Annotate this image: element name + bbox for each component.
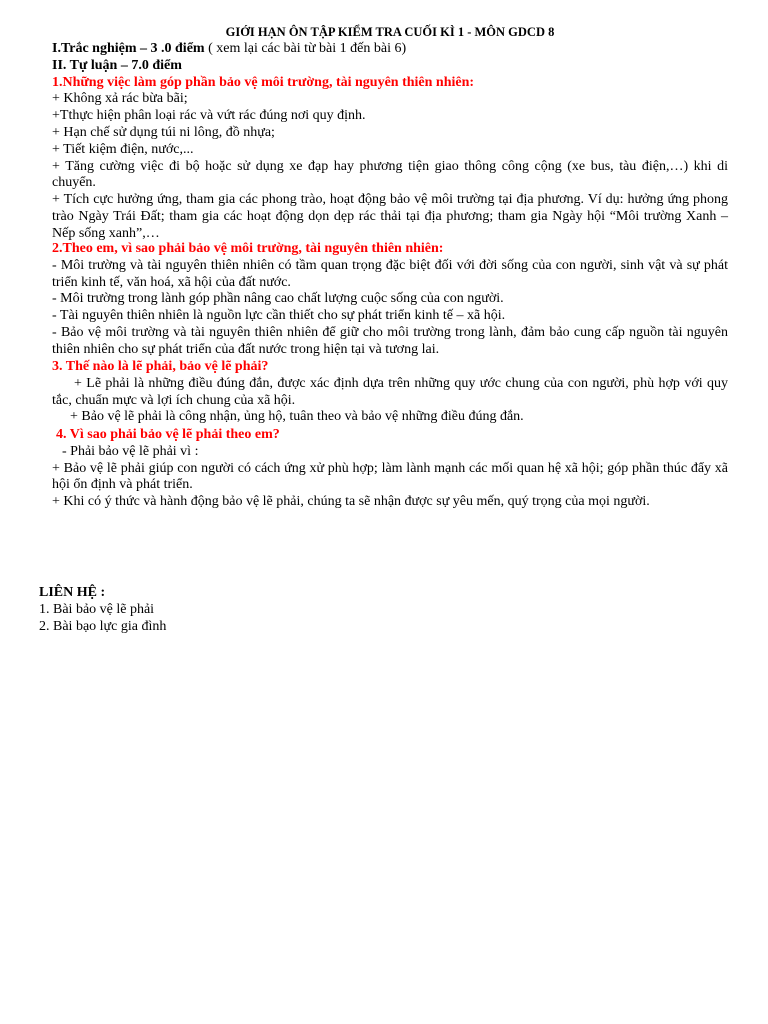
q2-item: - Môi trường và tài nguyên thiên nhiên có tầm quan trọng đặc biệt đối với đời sống của con người, sinh vật và sự phát triển kinh tế, văn hoá, xã hội của đất nước.: [52, 257, 728, 290]
related-heading: LIÊN HỆ :: [39, 585, 106, 600]
q4-item: + Khi có ý thức và hành động bảo vệ lẽ phải, chúng ta sẽ nhận được sự yêu mến, quý trọng của mọi người.: [52, 494, 650, 510]
q2-item: - Môi trường trong lành góp phần nâng cao chất lượng cuộc sống của con người.: [52, 291, 504, 307]
q1-heading: 1.Những việc làm góp phần bảo vệ môi trường, tài nguyên thiên nhiên:: [52, 74, 475, 90]
part1-line: [52, 41, 728, 58]
q3-item: + Lẽ phải là những điều đúng đắn, được xác định dựa trên những quy ước chung của con người, phù hợp với quy tắc, chuẩn mực và lợi ích chung của xã hội.: [52, 375, 728, 408]
q2-item: - Bảo vệ môi trường và tài nguyên thiên nhiên để giữ cho môi trường trong lành, đảm bảo cung cấp nguồn tài nguyên thiên nhiên cho sự phát triển của đất nước trong hiện tại và tương lai.: [52, 324, 728, 357]
q4-heading: 4. Vì sao phải bảo vệ lẽ phải theo em?: [56, 427, 280, 442]
related-section: [39, 585, 166, 635]
related-item: 1. Bài bảo vệ lẽ phải: [39, 601, 155, 617]
q2-heading: 2.Theo em, vì sao phải bảo vệ môi trường, tài nguyên thiên nhiên:: [52, 241, 444, 256]
q1-item: + Tích cực hưởng ứng, tham gia các phong trào, hoạt động bảo vệ môi trường tại địa phương. Ví dụ: hưởng ứng phong trào Ngày Trái Đất; tham gia các hoạt động dọn dẹp rác thải tại địa phương; tham gia Ngày hội “Môi trường Xanh – Nếp sống xanh”,…: [52, 192, 728, 241]
q1-item: + Tiết kiệm điện, nước,...: [52, 141, 194, 157]
q1-item: + Tăng cường việc đi bộ hoặc sử dụng xe đạp hay phương tiện giao thông công cộng (xe bus, tàu điện,…) khi di chuyển.: [52, 158, 728, 191]
q1-item: + Không xả rác bừa bãi;: [52, 91, 188, 107]
q4-item: - Phải bảo vệ lẽ phải vì :: [62, 443, 199, 459]
part1-note: ( xem lại các bài từ bài 1 đến bài 6): [204, 41, 407, 56]
part1-label: I.Trắc nghiệm – 3 .0 điểm: [52, 41, 205, 56]
q2-item: - Tài nguyên thiên nhiên là nguồn lực cần thiết cho sự phát triển kinh tế – xã hội.: [52, 308, 506, 324]
q1-item: + Hạn chế sử dụng túi ni lông, đồ nhựa;: [52, 124, 275, 140]
document-title: GIỚI HẠN ÔN TẬP KIỂM TRA CUỐI KÌ 1 - MÔN GDCD 8: [225, 25, 555, 39]
part2-label: II. Tự luận – 7.0 điểm: [52, 57, 182, 73]
question-2: [52, 241, 728, 359]
q1-item: +Tthực hiện phân loại rác và vứt rác đúng nơi quy định.: [52, 108, 366, 124]
question-1: [52, 75, 728, 243]
section-parts: [52, 41, 728, 75]
question-4: [52, 427, 728, 511]
q4-item: + Bảo vệ lẽ phải giúp con người có cách ứng xử phù hợp; làm lành mạnh các mối quan hệ xã hội; góp phần thúc đẩy xã hội ổn định và phát triển.: [52, 460, 728, 493]
question-3: [52, 359, 728, 426]
q3-item: + Bảo vệ lẽ phải là công nhận, ủng hộ, tuân theo và bảo vệ những điều đúng đắn.: [70, 409, 524, 425]
related-item: 2. Bài bạo lực gia đình: [39, 618, 167, 634]
q3-heading: 3. Thế nào là lẽ phải, bảo vệ lẽ phải?: [52, 359, 269, 374]
